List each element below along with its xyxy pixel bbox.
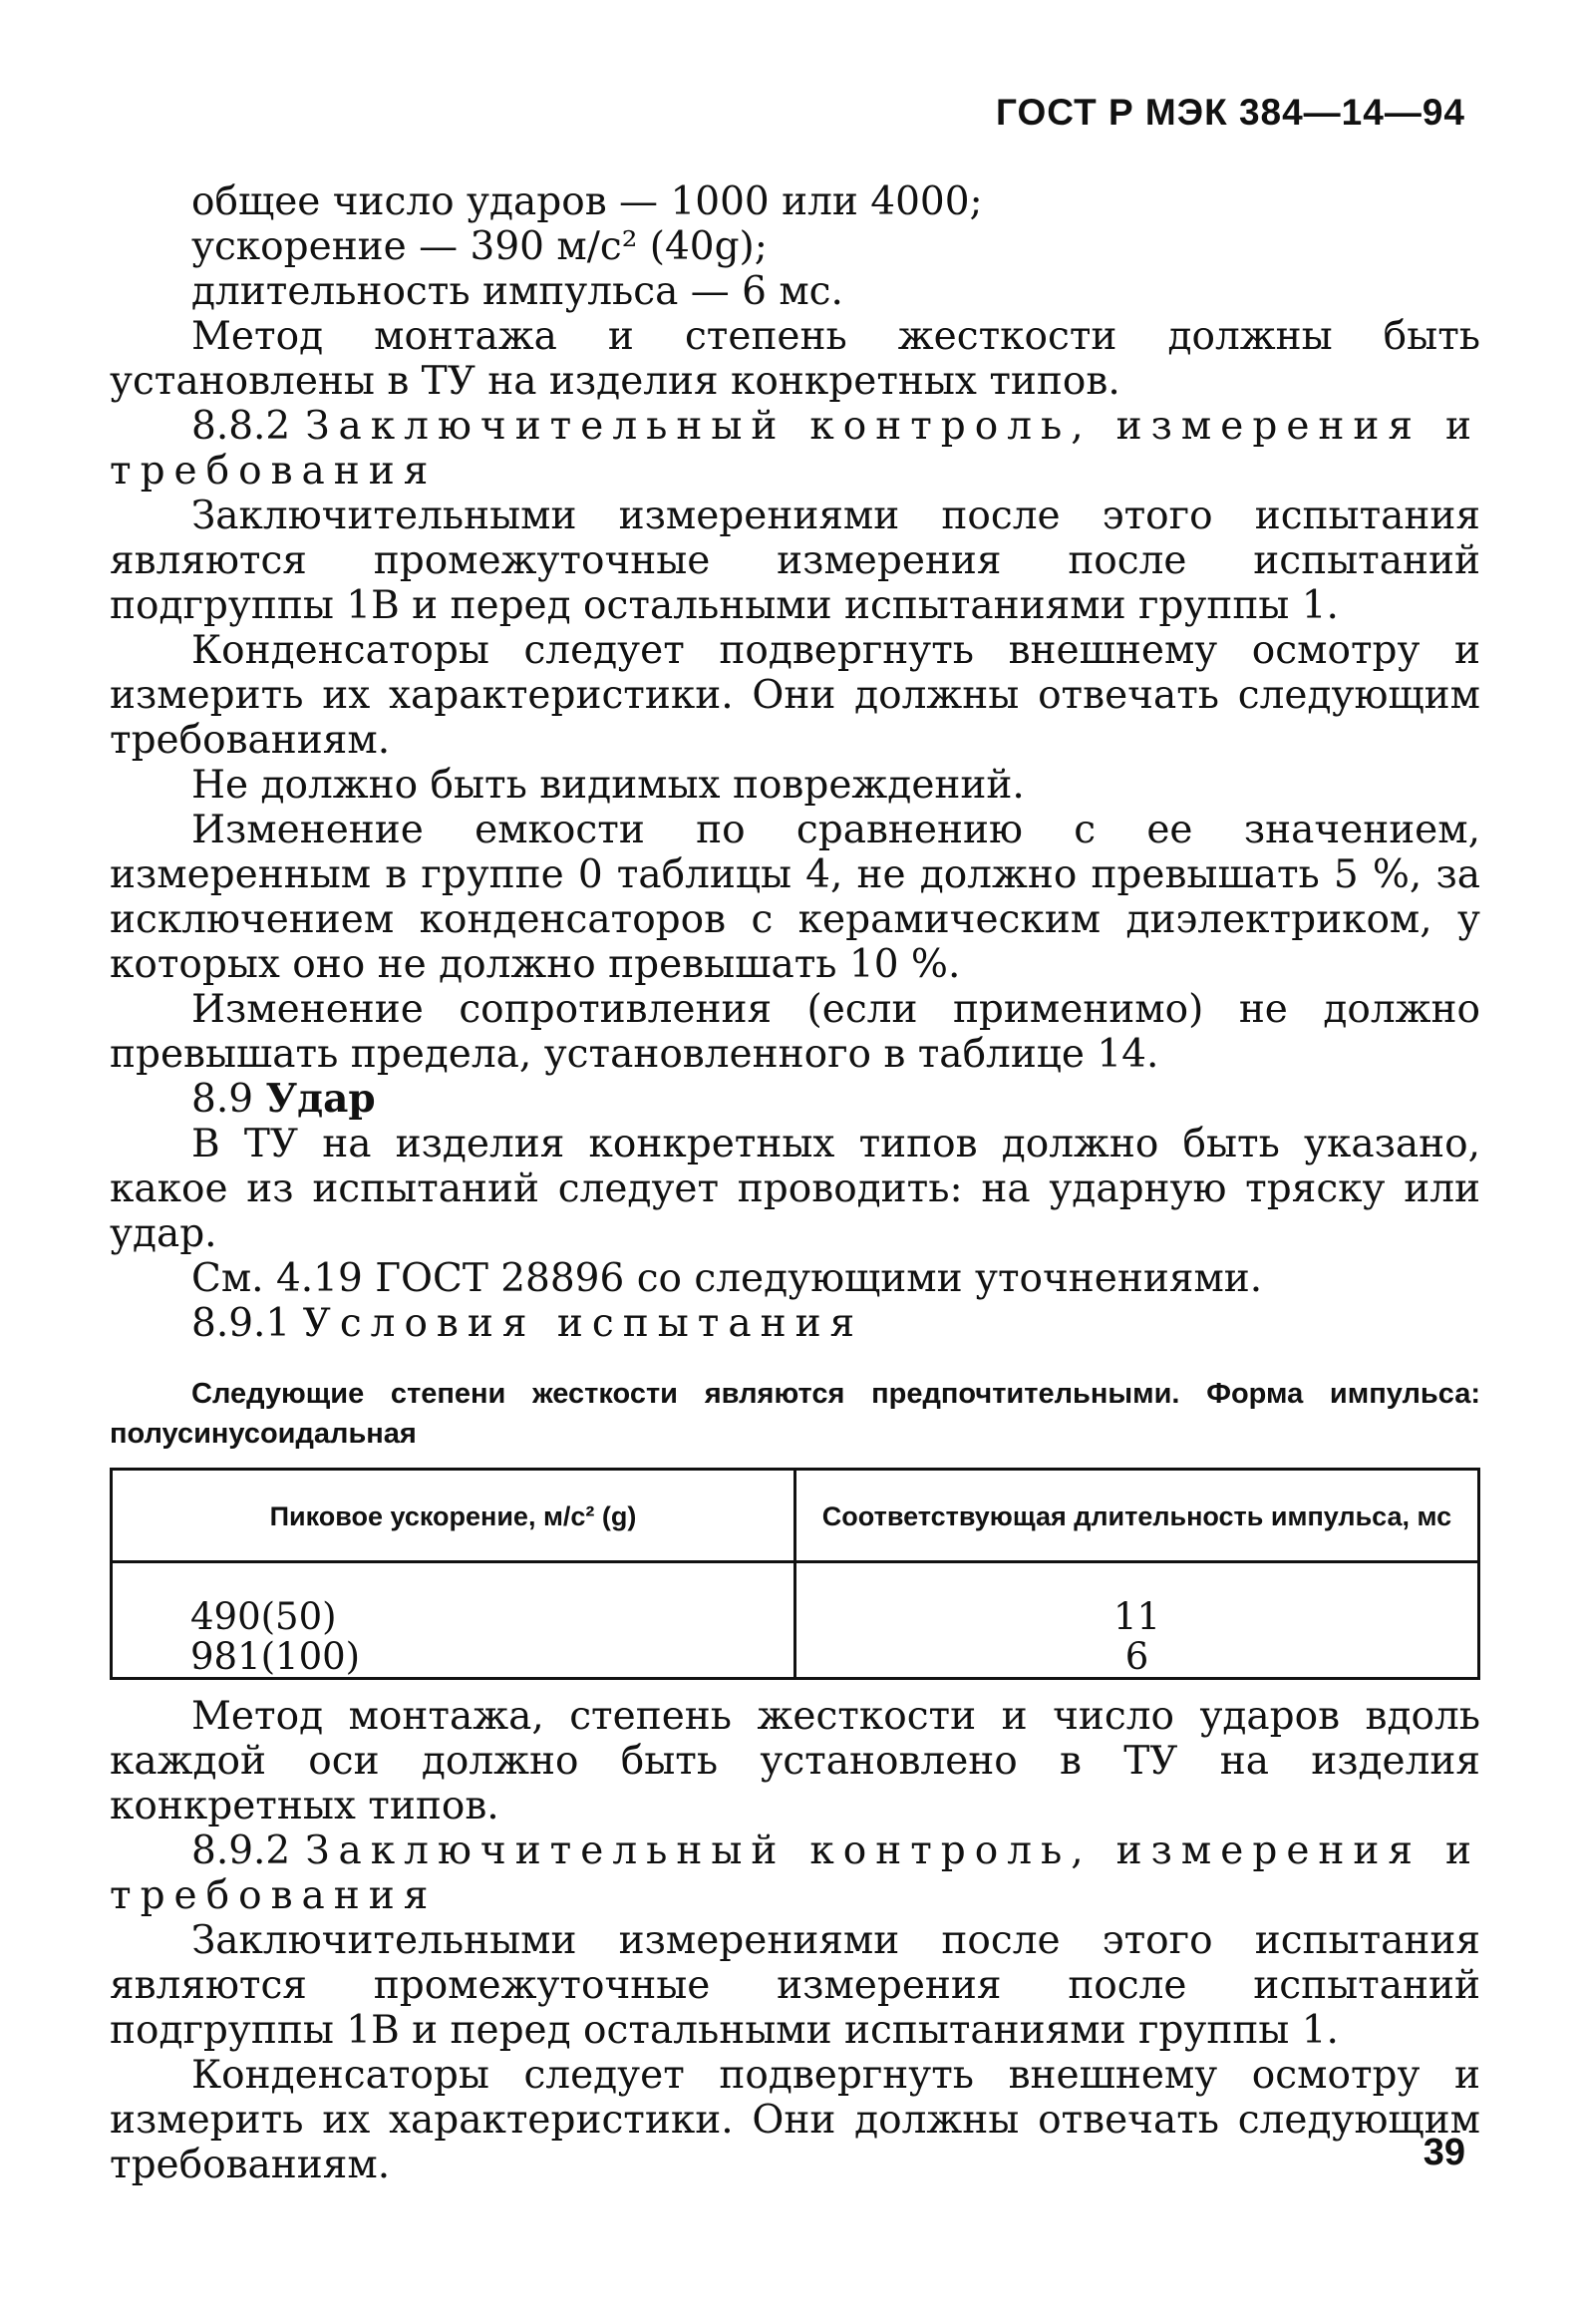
paragraph: ускорение — 390 м/с² (40g); xyxy=(191,224,768,269)
section-title: Условия испытания xyxy=(302,1301,864,1346)
shock-severity-table xyxy=(110,1468,1480,1680)
column-header-duration: Соответствующая длительность импульса, мс xyxy=(795,1470,1479,1562)
paragraph: Изменение сопротивления (если применимо) не должно превышать предела, установленного в таблице 14. xyxy=(110,987,1480,1077)
cell-duration: 11 xyxy=(795,1597,1479,1637)
table-row xyxy=(112,1637,1479,1679)
page-number: 39 xyxy=(1423,2132,1465,2173)
section-number: 8.9.1 xyxy=(191,1301,291,1346)
paragraph: Метод монтажа, степень жесткости и число ударов вдоль каждой оси должно быть установлено в ТУ на изделия конкретных типов. xyxy=(110,1694,1480,1828)
section-title: Заключительный контроль, измерения и требования xyxy=(110,1828,1480,1918)
section-number: 8.9.2 xyxy=(191,1828,291,1873)
paragraph: См. 4.19 ГОСТ 28896 со следующими уточнениями. xyxy=(191,1256,1263,1301)
section-heading-8-9-1 xyxy=(110,1301,1480,1346)
cell-acceleration: 981(100) xyxy=(112,1637,795,1679)
paragraph: общее число ударов — 1000 или 4000; xyxy=(191,179,983,224)
paragraph: Заключительными измерениями после этого испытания являются промежуточные измерения после испытаний подгруппы 1В и перед остальными испытаниями группы 1. xyxy=(110,1918,1480,2053)
paragraph: Изменение емкости по сравнению с ее значением, измеренным в группе 0 таблицы 4, не должно превышать 5 %, за исключением конденсаторов с керамическим диэлектриком, у которых оно не должно превышать 10 %. xyxy=(110,808,1480,987)
paragraph: Не должно быть видимых повреждений. xyxy=(191,763,1025,808)
paragraph: длительность импульса — 6 мс. xyxy=(191,269,843,314)
document-code-header: ГОСТ Р МЭК 384—14—94 xyxy=(996,92,1465,133)
section-heading-8-9 xyxy=(110,1077,1480,1122)
paragraph: Метод монтажа и степень жесткости должны быть установлены в ТУ на изделия конкретных типов. xyxy=(110,314,1480,404)
section-title: Удар xyxy=(265,1076,376,1122)
section-number: 8.8.2 xyxy=(191,404,291,449)
section-title: Заключительный контроль, измерения и требования xyxy=(110,404,1480,494)
section-heading-8-8-2 xyxy=(110,404,1480,494)
table-header-row xyxy=(112,1470,1479,1562)
paragraph: В ТУ на изделия конкретных типов должно быть указано, какое из испытаний следует проводить: на ударную тряску или удар. xyxy=(110,1122,1480,1256)
page-body xyxy=(110,179,1480,2187)
cell-acceleration: 490(50) xyxy=(112,1597,795,1637)
section-heading-8-9-2 xyxy=(110,1828,1480,1918)
paragraph: Конденсаторы следует подвергнуть внешнему осмотру и измерить их характеристики. Они должны отвечать следующим требованиям. xyxy=(110,2053,1480,2187)
column-header-acceleration: Пиковое ускорение, м/с² (g) xyxy=(112,1470,795,1562)
table-caption: Следующие степени жесткости являются предпочтительными. Форма импульса: полусинусоидальная xyxy=(110,1378,1480,1450)
table-row xyxy=(112,1597,1479,1637)
cell-duration: 6 xyxy=(795,1637,1479,1679)
table-spacer-row xyxy=(112,1562,1479,1598)
paragraph: Конденсаторы следует подвергнуть внешнему осмотру и измерить их характеристики. Они должны отвечать следующим требованиям. xyxy=(110,628,1480,763)
paragraph: Заключительными измерениями после этого испытания являются промежуточные измерения после испытаний подгруппы 1В и перед остальными испытаниями группы 1. xyxy=(110,494,1480,628)
section-number: 8.9 xyxy=(191,1077,254,1122)
